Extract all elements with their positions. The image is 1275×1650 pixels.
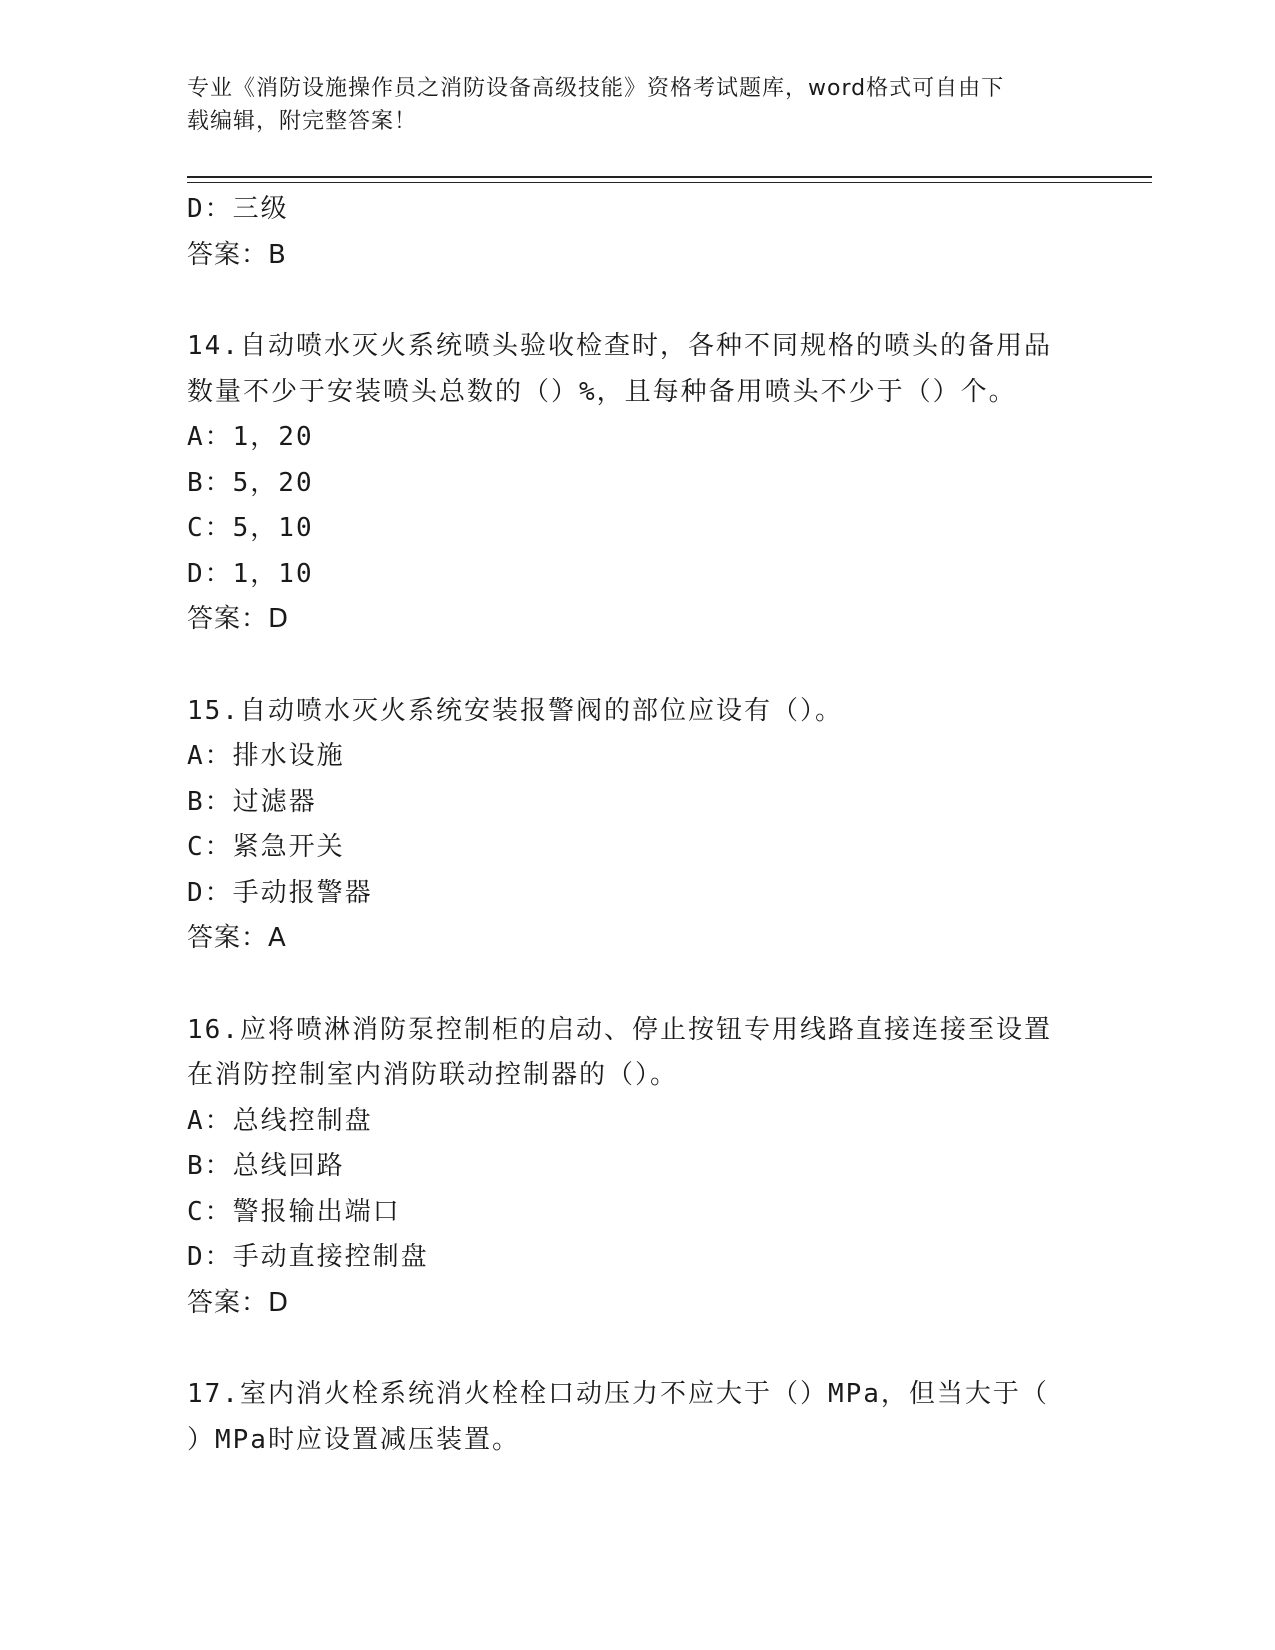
question-14	[187, 324, 1087, 643]
option-b: B：5，20	[187, 467, 314, 498]
question-13-tail	[187, 187, 1087, 278]
option-d: D：1，10	[187, 558, 314, 589]
option-c: C：5，10	[187, 513, 314, 543]
option-b: B：过滤器	[187, 786, 317, 817]
question-stem-line: 在消防控制室内消防联动控制器的（）。	[187, 1060, 679, 1090]
question-stem-line: 17.室内消火栓系统消火栓栓口动压力不应大于（）MPa，但当大于（	[187, 1379, 1049, 1409]
question-stem-line: 16.应将喷淋消防泵控制柜的启动、停止按钮专用线路直接连接至设置	[187, 1014, 1052, 1045]
option-b: B：总线回路	[187, 1151, 345, 1181]
spacer	[187, 1326, 1087, 1372]
header-divider-thin	[187, 182, 1152, 183]
question-16	[187, 1008, 1087, 1327]
question-list	[187, 187, 1087, 1463]
question-17	[187, 1372, 1087, 1463]
spacer	[187, 643, 1087, 689]
question-stem-line: 数量不少于安装喷头总数的（）%，且每种备用喷头不少于（）个。	[187, 376, 1017, 407]
question-15	[187, 689, 1087, 962]
question-stem-line: 15.自动喷水灭火系统安装报警阀的部位应设有（）。	[187, 695, 843, 726]
spacer	[187, 962, 1087, 1008]
question-stem-line: ）MPa时应设置减压装置。	[187, 1424, 520, 1455]
answer-line: 答案：D	[187, 1287, 290, 1318]
option-d: D：手动报警器	[187, 877, 373, 908]
option-a: A：排水设施	[187, 741, 345, 771]
header-line-1: 专业《消防设施操作员之消防设备高级技能》资格考试题库，word格式可自由下	[187, 76, 1005, 101]
option-c: C：警报输出端口	[187, 1196, 401, 1227]
header-divider-thick	[187, 176, 1152, 178]
question-stem-line: 14.自动喷水灭火系统喷头验收检查时，各种不同规格的喷头的备用品	[187, 331, 1052, 361]
option-d: D：手动直接控制盘	[187, 1242, 429, 1272]
option-a: A：总线控制盘	[187, 1105, 373, 1136]
header-line-2: 载编辑，附完整答案！	[187, 109, 418, 134]
answer-line: 答案：B	[187, 239, 287, 270]
answer-line: 答案：D	[187, 604, 290, 634]
option-c: C：紧急开关	[187, 832, 345, 862]
option-d: D：三级	[187, 194, 289, 224]
option-a: A：1，20	[187, 422, 314, 452]
spacer	[187, 278, 1087, 324]
answer-line: 答案：A	[187, 923, 287, 953]
page-header	[187, 72, 1087, 138]
